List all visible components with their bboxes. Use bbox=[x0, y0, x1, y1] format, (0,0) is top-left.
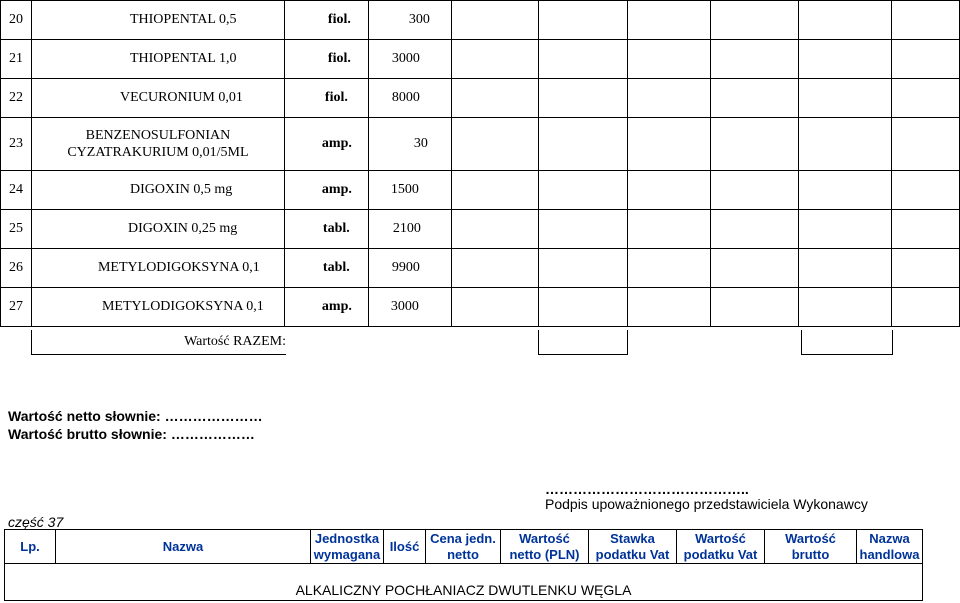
empty-cell bbox=[799, 171, 892, 210]
table-row bbox=[1, 1, 960, 40]
empty-cell bbox=[799, 210, 892, 249]
total-net-value-cell bbox=[538, 330, 628, 355]
total-label-text: Wartość RAZEM bbox=[184, 334, 283, 349]
empty-cell bbox=[627, 118, 711, 171]
empty-cell bbox=[711, 40, 799, 79]
part-label: część 37 bbox=[8, 514, 64, 530]
empty-cell bbox=[538, 171, 627, 210]
empty-cell bbox=[799, 1, 892, 40]
header-cena: Cena jedn. netto bbox=[426, 530, 501, 564]
drug-name: METYLODIGOKSYNA 0,1 bbox=[31, 249, 284, 288]
header-nazwa-handlowa: Nazwa handlowa bbox=[857, 530, 923, 564]
empty-cell bbox=[538, 1, 627, 40]
table-row bbox=[1, 210, 960, 249]
drug-name: THIOPENTAL 0,5 bbox=[31, 1, 284, 40]
unit: amp. bbox=[284, 171, 368, 210]
row-number: 21 bbox=[1, 40, 32, 79]
unit: tabl. bbox=[284, 249, 368, 288]
empty-cell bbox=[627, 171, 711, 210]
empty-cell bbox=[799, 249, 892, 288]
quantity: 9900 bbox=[368, 249, 451, 288]
header-jednostka: Jednostka wymagana bbox=[311, 530, 384, 564]
drug-name: THIOPENTAL 1,0 bbox=[31, 40, 284, 79]
product-name: ALKALICZNY POCHŁANIACZ DWUTLENKU WĘGLA bbox=[295, 582, 632, 598]
part-37-table bbox=[4, 529, 923, 601]
header-nazwa: Nazwa bbox=[56, 530, 311, 564]
empty-cell bbox=[711, 79, 799, 118]
header-wartosc-netto: Wartość netto (PLN) bbox=[501, 530, 589, 564]
row-number: 24 bbox=[1, 171, 32, 210]
empty-cell bbox=[538, 210, 627, 249]
quantity: 8000 bbox=[368, 79, 451, 118]
table-row bbox=[1, 249, 960, 288]
header-lp: Lp. bbox=[5, 530, 56, 564]
empty-cell bbox=[451, 118, 538, 171]
row-number: 20 bbox=[1, 1, 32, 40]
empty-cell bbox=[711, 118, 799, 171]
empty-cell bbox=[627, 40, 711, 79]
empty-cell bbox=[892, 1, 960, 40]
total-label bbox=[31, 330, 286, 355]
empty-cell bbox=[538, 40, 627, 79]
quantity: 2100 bbox=[368, 210, 451, 249]
quantity: 3000 bbox=[368, 40, 451, 79]
empty-cell bbox=[451, 1, 538, 40]
empty-cell bbox=[538, 79, 627, 118]
empty-cell bbox=[711, 249, 799, 288]
empty-cell bbox=[538, 249, 627, 288]
empty-cell bbox=[451, 288, 538, 327]
empty-cell bbox=[451, 171, 538, 210]
quantity: 1500 bbox=[368, 171, 451, 210]
net-value-in-words: Wartość netto słownie: ………………… bbox=[8, 408, 263, 424]
empty-cell bbox=[627, 1, 711, 40]
unit: fiol. bbox=[284, 1, 368, 40]
product-row bbox=[5, 564, 923, 601]
empty-cell bbox=[892, 79, 960, 118]
header-wartosc-brutto: Wartość brutto bbox=[765, 530, 857, 564]
unit: amp. bbox=[284, 118, 368, 171]
empty-cell bbox=[711, 171, 799, 210]
drug-name: DIGOXIN 0,25 mg bbox=[31, 210, 284, 249]
empty-cell bbox=[892, 288, 960, 327]
empty-cell bbox=[627, 288, 711, 327]
empty-cell bbox=[538, 118, 627, 171]
row-number: 27 bbox=[1, 288, 32, 327]
empty-cell bbox=[799, 79, 892, 118]
row-number: 23 bbox=[1, 118, 32, 171]
signature-caption: Podpis upoważnionego przedstawiciela Wykonawcy bbox=[545, 496, 868, 512]
table-row bbox=[1, 171, 960, 210]
empty-cell bbox=[538, 288, 627, 327]
quantity: 30 bbox=[368, 118, 451, 171]
table-row bbox=[1, 118, 960, 171]
header-wartosc-vat: Wartość podatku Vat bbox=[677, 530, 765, 564]
unit: amp. bbox=[284, 288, 368, 327]
empty-cell bbox=[627, 249, 711, 288]
empty-cell bbox=[711, 288, 799, 327]
empty-cell bbox=[892, 249, 960, 288]
total-gross-value-cell bbox=[801, 330, 893, 355]
total-row bbox=[31, 330, 893, 355]
drug-name: METYLODIGOKSYNA 0,1 bbox=[31, 288, 284, 327]
unit: fiol. bbox=[284, 40, 368, 79]
unit: tabl. bbox=[284, 210, 368, 249]
empty-cell bbox=[799, 288, 892, 327]
row-number: 25 bbox=[1, 210, 32, 249]
header-ilosc: Ilość bbox=[384, 530, 426, 564]
empty-cell bbox=[451, 210, 538, 249]
empty-cell bbox=[451, 79, 538, 118]
drug-name: VECURONIUM 0,01 bbox=[31, 79, 284, 118]
drug-name: BENZENOSULFONIAN CYZATRAKURIUM 0,01/5ML bbox=[31, 118, 284, 171]
total-label-colon: : bbox=[282, 334, 286, 349]
unit: fiol. bbox=[284, 79, 368, 118]
empty-cell bbox=[799, 40, 892, 79]
empty-cell bbox=[892, 171, 960, 210]
quantity: 300 bbox=[368, 1, 451, 40]
empty-cell bbox=[627, 79, 711, 118]
empty-cell bbox=[711, 1, 799, 40]
row-number: 22 bbox=[1, 79, 32, 118]
empty-cell bbox=[451, 40, 538, 79]
empty-cell bbox=[799, 118, 892, 171]
signature-line: …………………………………….. bbox=[545, 481, 749, 497]
empty-cell bbox=[451, 249, 538, 288]
empty-cell bbox=[892, 210, 960, 249]
quantity: 3000 bbox=[368, 288, 451, 327]
table-row bbox=[1, 79, 960, 118]
gross-value-in-words: Wartość brutto słownie: ……………… bbox=[8, 426, 255, 442]
drug-name: DIGOXIN 0,5 mg bbox=[31, 171, 284, 210]
empty-cell bbox=[892, 118, 960, 171]
empty-cell bbox=[711, 210, 799, 249]
table-row bbox=[1, 40, 960, 79]
row-number: 26 bbox=[1, 249, 32, 288]
empty-cell bbox=[627, 210, 711, 249]
table-row bbox=[1, 288, 960, 327]
header-stawka: Stawka podatku Vat bbox=[589, 530, 677, 564]
empty-cell bbox=[892, 40, 960, 79]
